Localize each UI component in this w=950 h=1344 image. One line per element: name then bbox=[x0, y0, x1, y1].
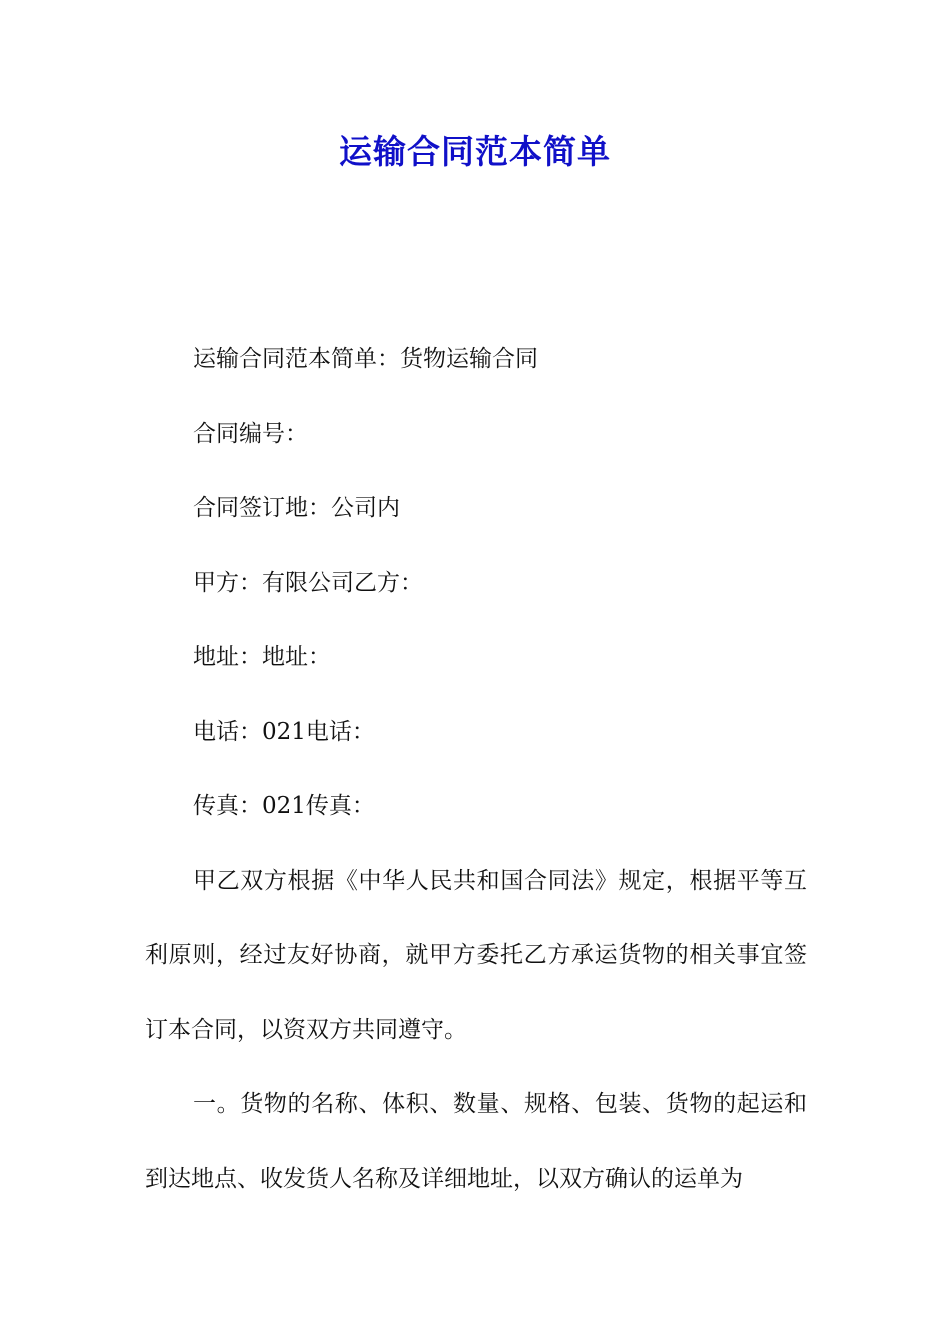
contract-number-line: 合同编号： bbox=[193, 420, 308, 447]
preamble-paragraph: 甲乙双方根据《中华人民共和国合同法》规定，根据平等互利原则，经过友好协商，就甲方委托乙方承运货物的相关事宜签订本合同，以资双方共同遵守。 bbox=[145, 867, 807, 1043]
document-body bbox=[145, 339, 807, 1233]
document-title: 运输合同范本简单 bbox=[339, 132, 611, 171]
fax-line: 传真：021传真： bbox=[193, 793, 375, 819]
address-line: 地址：地址： bbox=[193, 644, 331, 670]
clause-one-paragraph: 一。货物的名称、体积、数量、规格、包装、货物的起运和到达地点、收发货人名称及详细地址，以双方确认的运单为 bbox=[145, 1091, 807, 1192]
phone-line: 电话：021电话： bbox=[193, 718, 375, 745]
contract-heading-line: 运输合同范本简单：货物运输合同 bbox=[193, 346, 538, 372]
parties-line: 甲方：有限公司乙方： bbox=[193, 569, 423, 596]
signing-place-line: 合同签订地：公司内 bbox=[193, 495, 400, 521]
